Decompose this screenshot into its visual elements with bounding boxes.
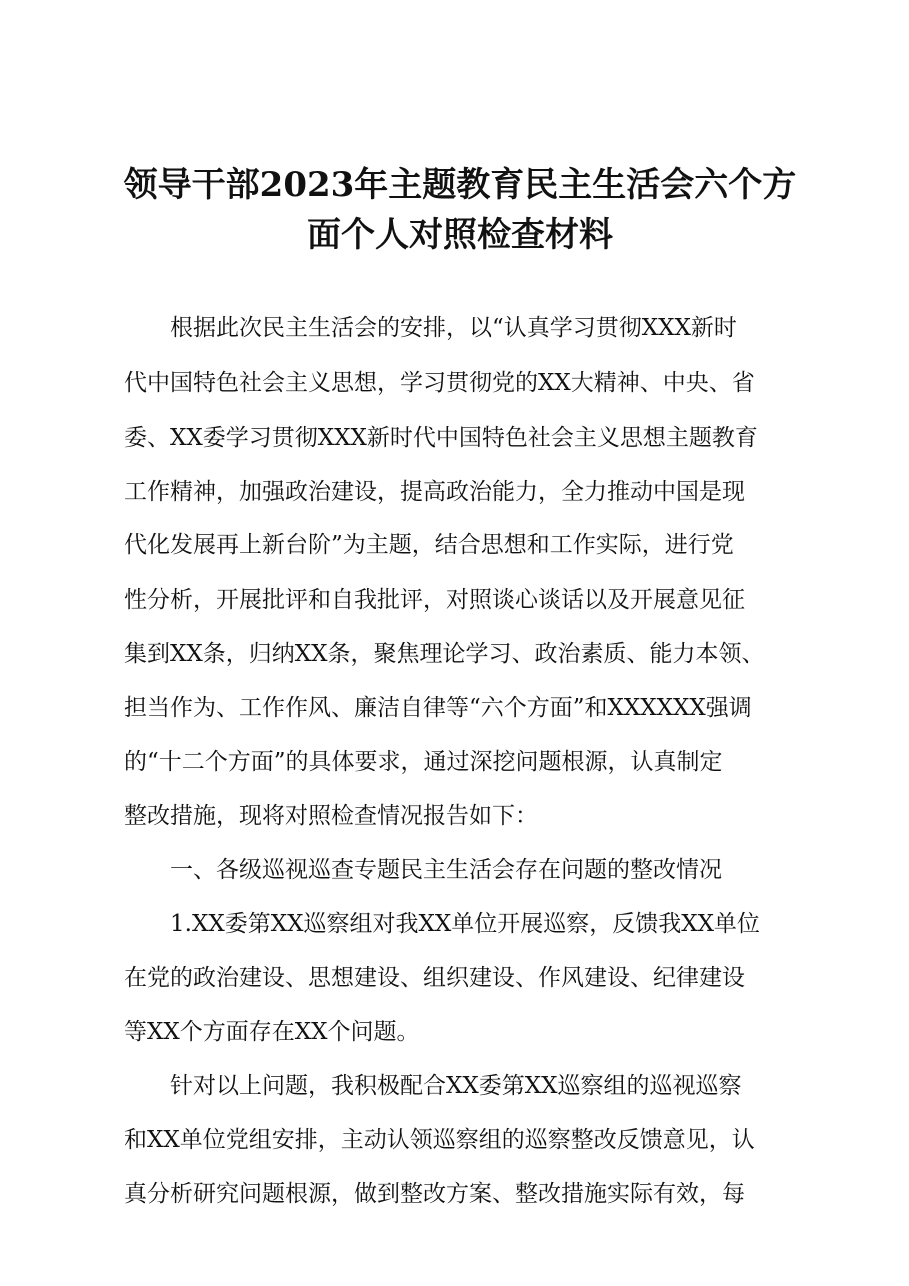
paragraph-line-2: 代中国特色社会主义思想，学习贯彻党的XX大精神、中央、省 (124, 370, 755, 396)
paragraph-line-9: 的“十二个方面”的具体要求，通过深挖问题根源，认真制定 (124, 749, 723, 775)
paragraph-line-5: 代化发展再上新台阶”为主题，结合思想和工作实际，进行党 (124, 532, 734, 558)
paragraph-line-16: 真分析研究问题根源，做到整改方案、整改措施实际有效，每 (124, 1181, 745, 1207)
paragraph-line-14: 针对以上问题，我积极配合XX委第XX巡察组的巡视巡察 (170, 1073, 742, 1099)
paragraph-line-4: 工作精神，加强政治建设，提高政治能力，全力推动中国是现 (124, 479, 745, 505)
document-title-line-2: 面个人对照检查材料 (307, 215, 613, 255)
document-title-line-1: 领导干部2023年主题教育民主生活会六个方 (123, 165, 797, 205)
paragraph-line-7: 集到XX条，归纳XX条，聚焦理论学习、政治素质、能力本领、 (124, 641, 765, 667)
paragraph-line-10: 整改措施，现将对照检查情况报告如下： (124, 803, 538, 829)
paragraph-line-13: 等XX个方面存在XX个问题。 (124, 1019, 420, 1045)
section-heading-1: 一、各级巡视巡查专题民主生活会存在问题的整改情况 (170, 857, 722, 883)
paragraph-line-11: 1.XX委第XX巡察组对我XX单位开展巡察，反馈我XX单位 (170, 911, 760, 937)
paragraph-line-15: 和XX单位党组安排，主动认领巡察组的巡察整改反馈意见，认 (124, 1127, 755, 1153)
paragraph-line-3: 委、XX委学习贯彻XXX新时代中国特色社会主义思想主题教育 (124, 425, 758, 451)
paragraph-line-1: 根据此次民主生活会的安排，以“认真学习贯彻XXX新时 (170, 315, 737, 341)
paragraph-line-8: 担当作为、工作作风、廉洁自律等“六个方面”和XXXXXX强调 (124, 695, 752, 721)
paragraph-line-12: 在党的政治建设、思想建设、组织建设、作风建设、纪律建设 (124, 965, 745, 991)
paragraph-line-6: 性分析，开展批评和自我批评，对照谈心谈话以及开展意见征 (124, 587, 745, 613)
